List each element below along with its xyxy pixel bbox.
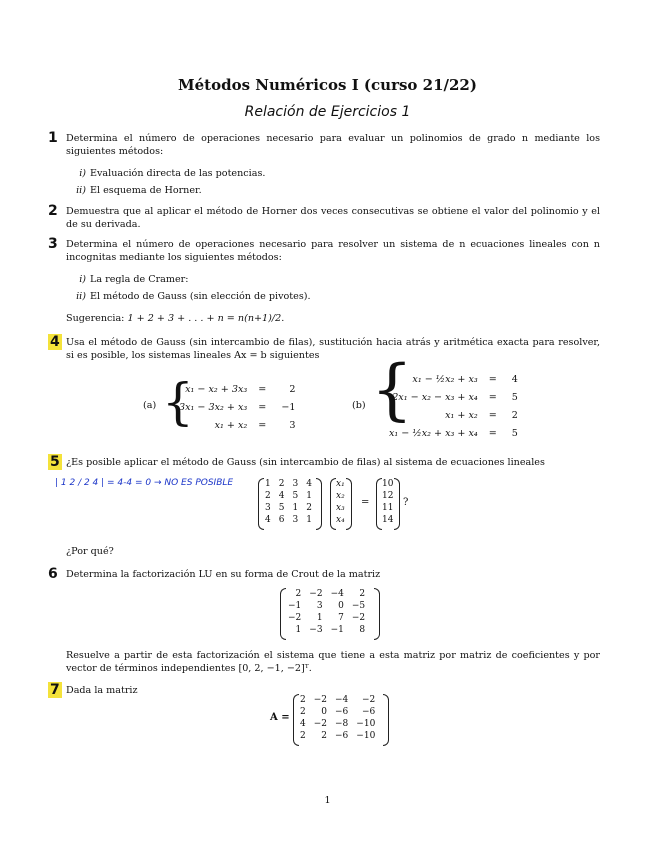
matrix: 2 −2 −4 2 −1 3 0 −5 −2 1 7 −2 1 −3 −1 8 [280, 588, 380, 640]
exercise-number: 7 [50, 682, 60, 698]
matrix: 1 2 3 4 2 4 5 1 3 5 1 2 4 6 3 1 [258, 478, 322, 530]
exercise-text: Demuestra que al aplicar el método de Horner dos veces consecutivas se obtiene el valor del polinomio y el de su derivada. [66, 206, 600, 230]
exercise-text: Dada la matriz [66, 685, 138, 696]
question-mark: ? [403, 497, 409, 508]
page-title: Métodos Numéricos I (curso 21/22) [178, 76, 477, 94]
vector: x₁ x₂ x₃ x₄ [330, 478, 352, 530]
exercise-number: 5 [50, 454, 60, 470]
exercise-text: ¿Es posible aplicar el método de Gauss (sin intercambio de filas) al sistema de ecuaciones lineales [66, 457, 545, 468]
list-item: ii) El método de Gauss (sin elección de pivotes). [76, 291, 311, 302]
exercise-number: 4 [50, 334, 60, 350]
system-label: (b) [352, 400, 366, 411]
page-subtitle: Relación de Ejercicios 1 [244, 104, 411, 120]
handwritten-note: | 1 2 / 2 4 | = 4-4 = 0 → NO ES POSIBLE [55, 478, 234, 488]
exercise-number: 6 [48, 566, 58, 582]
linear-system-b: x₁ − ½x₂ + x₃ = 4 2x₁ − x₂ − x₃ + x₄ = 5 x₁ + x₂ = 2 x₁ − ½x₂ + x₃ + x₄ = 5 [389, 373, 518, 439]
exercise-number: 2 [48, 203, 58, 219]
exercise-text: Resuelve a partir de esta factorización el sistema que tiene a esta matriz por matriz de coeficientes y por vector de términos independientes [0, 2, −1, −2]ᵀ. [66, 650, 600, 674]
matrix: 2 −2 −4 −2 2 0 −6 −6 4 −2 −8 −10 2 2 −6 −10 [293, 694, 389, 746]
exercise-number: 1 [48, 130, 58, 146]
exercise-text: Determina el número de operaciones necesario para evaluar un polinomios de grado n mediante los siguientes métodos: [66, 133, 600, 157]
system-label: (a) [143, 400, 157, 411]
hint: Sugerencia: 1 + 2 + 3 + . . . + n = n(n+1)/2. [66, 313, 285, 324]
exercise-text: Usa el método de Gauss (sin intercambio de filas), sustitución hacia atrás y aritmética exacta para resolver, si es posible, los sistemas lineales Ax = b siguientes [66, 337, 600, 361]
equals-sign: = [361, 497, 370, 508]
list-item: i) La regla de Cramer: [79, 274, 189, 285]
brace: { [162, 373, 194, 431]
linear-system-a: x₁ − x₂ + 3x₃ = 2 3x₁ − 3x₂ + x₃ = −1 x₁ + x₂ = 3 [179, 383, 296, 431]
list-item: ii) El esquema de Horner. [76, 185, 202, 196]
question-text: ¿Por qué? [66, 546, 114, 557]
exercise-number: 3 [48, 236, 58, 252]
matrix-label: A = [270, 712, 290, 723]
exercise-text: Determina el número de operaciones necesario para resolver un sistema de n ecuaciones lineales con n incognitas mediante los siguientes métodos: [66, 239, 600, 263]
exercise-text: Determina la factorización LU en su forma de Crout de la matriz [66, 569, 381, 580]
list-item: i) Evaluación directa de las potencias. [79, 168, 266, 179]
page-number: 1 [324, 795, 331, 806]
vector: 10 12 11 14 [376, 478, 400, 530]
brace: { [371, 351, 413, 428]
